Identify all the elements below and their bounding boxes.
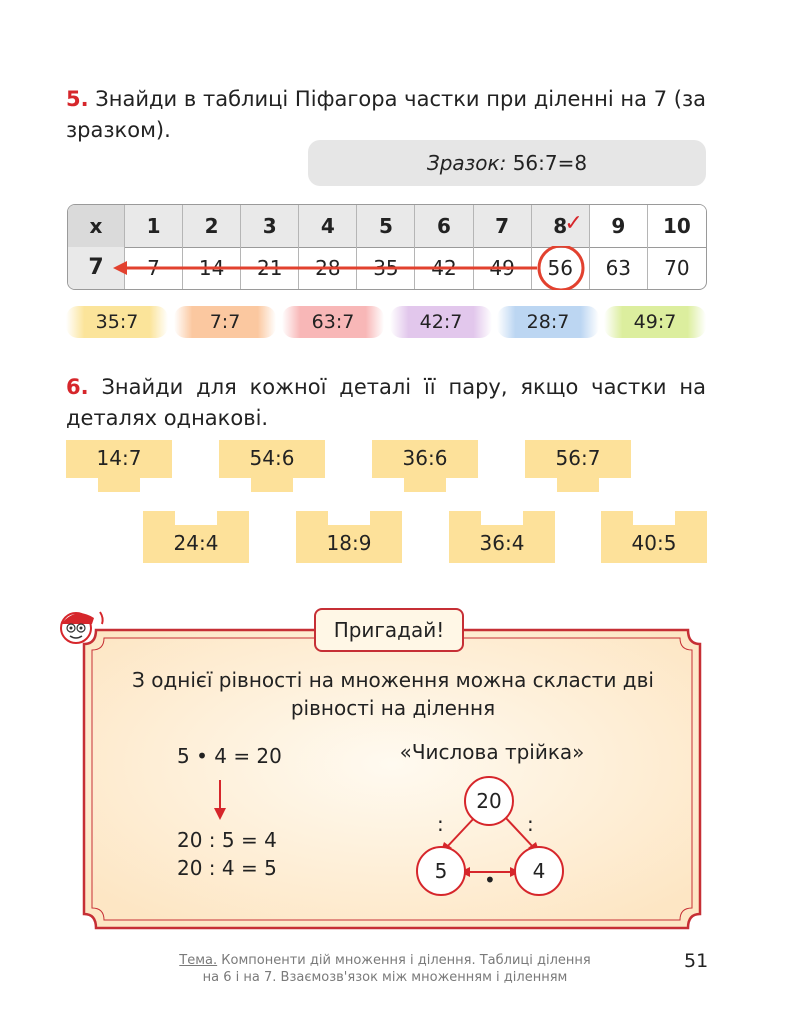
triple-title: «Числова трійка» bbox=[399, 740, 585, 764]
value-cell: 28 bbox=[299, 247, 357, 289]
sample-expression: 56:7=8 bbox=[506, 151, 588, 175]
division-sign-left: : bbox=[437, 812, 444, 836]
quotient-expr: 49:7 bbox=[633, 311, 677, 333]
puzzle-piece-bottom[interactable] bbox=[296, 511, 402, 563]
piece-expr: 56:7 bbox=[555, 446, 601, 470]
piece-expr: 24:4 bbox=[173, 531, 219, 555]
value-cell: 70 bbox=[664, 256, 690, 280]
puzzle-piece-top[interactable] bbox=[525, 440, 631, 492]
value-cell: 42 bbox=[415, 247, 473, 289]
sample-label: Зразок: bbox=[426, 151, 507, 175]
task-instruction: Знайди для кожної деталі її пару, якщо частки на деталях однакові. bbox=[66, 375, 706, 430]
triple-circle-left: 5 bbox=[416, 846, 466, 896]
puzzle-piece-top[interactable] bbox=[372, 440, 478, 492]
page-number: 51 bbox=[684, 950, 709, 972]
value-cell: 35 bbox=[357, 247, 415, 289]
value-cell: 21 bbox=[241, 247, 299, 289]
header-cell: 9 bbox=[590, 205, 648, 247]
footer-topic bbox=[150, 952, 620, 986]
division-equation-1: 20 : 5 = 4 bbox=[177, 828, 277, 852]
table-header-row bbox=[68, 205, 706, 248]
task-6-text bbox=[66, 372, 706, 434]
header-cell: 6 bbox=[415, 205, 473, 247]
quotient-expr: 63:7 bbox=[311, 311, 355, 333]
puzzle-piece-bottom[interactable] bbox=[449, 511, 555, 563]
division-equation-2: 20 : 4 = 5 bbox=[177, 856, 277, 880]
task-number: 6. bbox=[66, 375, 89, 399]
header-cell: 2 bbox=[183, 205, 241, 247]
value-cell: 63 bbox=[590, 247, 648, 289]
row-header: 7 bbox=[68, 247, 125, 289]
piece-expr: 36:6 bbox=[402, 446, 448, 470]
puzzle-piece-bottom[interactable] bbox=[143, 511, 249, 563]
arrow-left-icon bbox=[113, 261, 127, 275]
task-5-text bbox=[66, 84, 706, 146]
quotient-expr: 7:7 bbox=[209, 311, 241, 333]
rule-text: З однієї рівності на множення можна скласти дві рівності на ділення bbox=[132, 668, 654, 720]
piece-expr: 40:5 bbox=[631, 531, 677, 555]
circle-mark-icon bbox=[539, 246, 583, 290]
quotient-pill[interactable] bbox=[66, 306, 168, 338]
puzzle-piece-top[interactable] bbox=[66, 440, 172, 492]
value-cell: 14 bbox=[183, 247, 241, 289]
arrow-down-icon bbox=[210, 778, 230, 822]
task-number: 5. bbox=[66, 87, 89, 111]
header-cell-8 bbox=[532, 205, 590, 247]
multiplication-sign: • bbox=[484, 868, 496, 892]
quotient-expr: 28:7 bbox=[526, 311, 570, 333]
piece-expr: 14:7 bbox=[96, 446, 142, 470]
footer-line-1: Компоненти дій множення і ділення. Таблиці ділення bbox=[217, 953, 591, 968]
division-sign-right: : bbox=[527, 812, 534, 836]
quotient-expr: 35:7 bbox=[95, 311, 139, 333]
footer-line-2: на 6 і на 7. Взаємозв'язок між множенням і діленням bbox=[202, 970, 568, 985]
header-cell: 5 bbox=[357, 205, 415, 247]
value-cell: 49 bbox=[474, 247, 532, 289]
piece-expr: 36:4 bbox=[479, 531, 525, 555]
header-value: 8 bbox=[553, 214, 568, 238]
value-cell-circled: 56 bbox=[532, 247, 590, 289]
piece-expr: 54:6 bbox=[249, 446, 295, 470]
header-cell: 3 bbox=[241, 205, 299, 247]
footer-label: Тема. bbox=[179, 953, 218, 968]
remember-tab: Пригадай! bbox=[314, 608, 464, 652]
multiplication-equation: 5 • 4 = 20 bbox=[177, 744, 282, 768]
header-cell: 10 bbox=[648, 205, 706, 247]
quotient-pill[interactable] bbox=[497, 306, 599, 338]
quotient-pill[interactable] bbox=[604, 306, 706, 338]
header-cell: 1 bbox=[125, 205, 183, 247]
triple-circle-right: 4 bbox=[514, 846, 564, 896]
corner-cell: x bbox=[68, 205, 125, 247]
quotient-pill[interactable] bbox=[174, 306, 276, 338]
header-cell: 7 bbox=[474, 205, 532, 247]
quotient-pill[interactable] bbox=[282, 306, 384, 338]
piece-expr: 18:9 bbox=[326, 531, 372, 555]
quotient-expr: 42:7 bbox=[419, 311, 463, 333]
quotient-pill[interactable] bbox=[390, 306, 492, 338]
header-cell: 4 bbox=[299, 205, 357, 247]
sample-arrow-overlay bbox=[67, 246, 587, 290]
puzzle-piece-top[interactable] bbox=[219, 440, 325, 492]
checkmark-icon: ✓ bbox=[564, 211, 583, 236]
task-instruction: Знайди в таблиці Піфагора частки при діленні на 7 (за зразком). bbox=[66, 87, 706, 142]
triple-circle-top: 20 bbox=[464, 776, 514, 826]
sample-box bbox=[308, 140, 706, 186]
value-cell: 7 bbox=[125, 247, 183, 289]
puzzle-piece-bottom[interactable] bbox=[601, 511, 707, 563]
